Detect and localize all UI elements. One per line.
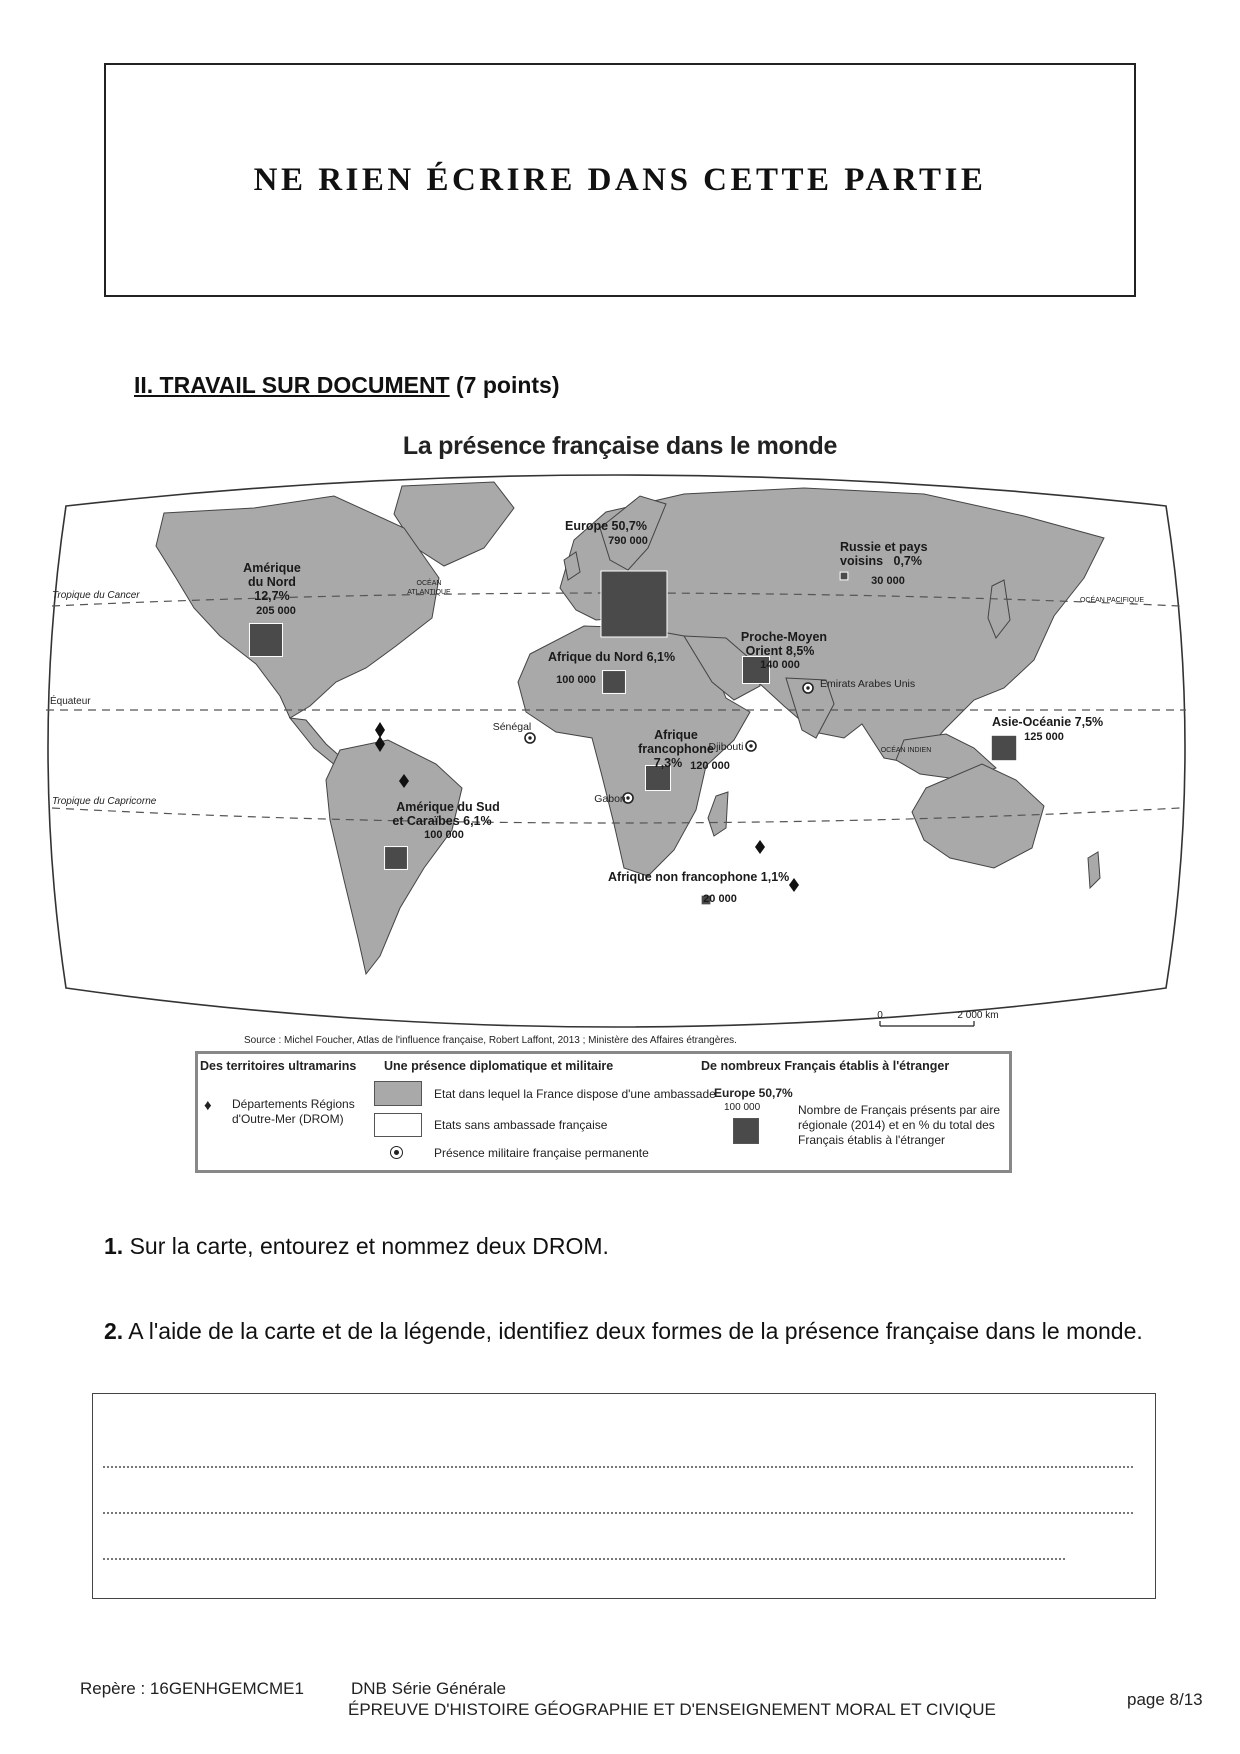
map-title: La présence française dans le monde bbox=[402, 432, 838, 460]
label-europe: Europe 50,7% bbox=[565, 519, 647, 533]
count-middle-east: 140 000 bbox=[760, 659, 800, 671]
no-write-notice: NE RIEN ÉCRIRE DANS CETTE PARTIE bbox=[253, 161, 987, 198]
label-north-america-3: 12,7% bbox=[254, 589, 290, 603]
answer-line-2[interactable] bbox=[103, 1512, 1133, 1514]
legend-desc-1: Nombre de Français présents par aire bbox=[798, 1103, 1001, 1117]
footer-page: page 8/13 bbox=[1127, 1690, 1203, 1709]
ocean-pacific-label: OCÉAN PACIFIQUE bbox=[1079, 597, 1145, 604]
question-2-text: A l'aide de la carte et de la légende, identifiez deux formes de la présence française dans le monde. bbox=[123, 1318, 1143, 1344]
no-write-box bbox=[104, 63, 1136, 297]
count-francophone-africa: 120 000 bbox=[690, 760, 730, 772]
label-middle-east-1: Proche-Moyen bbox=[740, 630, 828, 644]
question-2 bbox=[104, 1316, 1164, 1346]
count-europe: 790 000 bbox=[608, 535, 648, 547]
world-map bbox=[44, 468, 1188, 1046]
region-square bbox=[249, 623, 282, 656]
label-asia-oceania: Asie-Océanie 7,5% bbox=[992, 715, 1104, 729]
legend-col1-title: Des territoires ultramarins bbox=[200, 1059, 357, 1073]
scale-end: 2 000 km bbox=[957, 1010, 999, 1021]
label-francophone-africa-1: Afrique bbox=[654, 728, 698, 742]
region-square bbox=[603, 671, 626, 694]
question-1-text: Sur la carte, entourez et nommez deux DROM. bbox=[123, 1233, 609, 1259]
question-1-number: 1. bbox=[104, 1233, 124, 1259]
base-label-uae: Emirats Arabes Unis bbox=[820, 678, 916, 690]
legend-desc-2: régionale (2014) et en % du total des bbox=[798, 1118, 995, 1132]
count-south-america: 100 000 bbox=[424, 829, 464, 841]
footer-epreuve: ÉPREUVE D'HISTOIRE GÉOGRAPHIE ET D'ENSEIGNEMENT MORAL ET CIVIQUE bbox=[348, 1700, 996, 1719]
legend-col2-title: Une présence diplomatique et militaire bbox=[384, 1059, 614, 1073]
military-base-senegal bbox=[525, 733, 535, 743]
footer-repere: Repère : 16GENHGEMCME1 bbox=[80, 1679, 304, 1698]
legend-embassy-label: Etat dans lequel la France dispose d'une ambassade bbox=[434, 1087, 716, 1101]
section-title bbox=[134, 372, 560, 399]
legend-col3-title: De nombreux Français établis à l'étranger bbox=[701, 1059, 950, 1073]
question-2-number: 2. bbox=[104, 1318, 124, 1344]
label-north-america-1: Amérique bbox=[243, 561, 301, 575]
count-north-africa: 100 000 bbox=[556, 674, 596, 686]
legend-military-base-icon bbox=[390, 1146, 403, 1159]
label-francophone-africa-2: francophone bbox=[638, 742, 714, 756]
section-title-main: II. TRAVAIL SUR DOCUMENT bbox=[134, 372, 450, 398]
tropic-cancer-label: Tropique du Cancer bbox=[52, 590, 140, 601]
ocean-atlantic-label-2: ATLANTIQUE bbox=[407, 589, 451, 596]
region-square bbox=[601, 571, 667, 637]
legend-example-label: Europe 50,7% bbox=[714, 1086, 793, 1100]
label-francophone-africa-3: 7,3% bbox=[653, 756, 683, 770]
question-1 bbox=[104, 1231, 609, 1261]
count-asia-oceania: 125 000 bbox=[1024, 731, 1064, 743]
region-square bbox=[385, 847, 408, 870]
label-non-francophone-africa: Afrique non francophone 1,1% bbox=[608, 870, 790, 884]
legend-drom-diamond-icon: ♦ bbox=[204, 1097, 212, 1114]
map-source: Source : Michel Foucher, Atlas de l'influence française, Robert Laffont, 2013 ; Ministère des Affaires étrangères. bbox=[244, 1035, 737, 1046]
legend-embassy-swatch bbox=[374, 1081, 422, 1106]
answer-box[interactable] bbox=[92, 1393, 1156, 1599]
label-russia-2: voisins 0,7% bbox=[840, 554, 922, 568]
legend-example-square bbox=[733, 1118, 759, 1144]
region-square bbox=[840, 572, 848, 580]
label-middle-east-2: Orient 8,5% bbox=[745, 644, 815, 658]
legend-drom-label-1: Départements Régions bbox=[232, 1097, 355, 1111]
footer-serie: DNB Série Générale bbox=[351, 1679, 506, 1698]
equator-label: Équateur bbox=[50, 696, 91, 707]
answer-line-3[interactable] bbox=[103, 1558, 1065, 1560]
legend-desc-3: Français établis à l'étranger bbox=[798, 1133, 946, 1147]
legend-no-embassy-swatch bbox=[374, 1113, 422, 1137]
legend-military-label: Présence militaire française permanente bbox=[434, 1146, 649, 1160]
legend-drom-label-2: d'Outre-Mer (DROM) bbox=[232, 1112, 344, 1126]
scale-start: 0 bbox=[877, 1010, 883, 1021]
region-square bbox=[991, 735, 1016, 760]
legend-no-embassy-label: Etats sans ambassade française bbox=[434, 1118, 608, 1132]
label-russia-1: Russie et pays bbox=[840, 540, 928, 554]
ocean-indian-label: OCÉAN INDIEN bbox=[880, 747, 932, 754]
base-label-djibouti: Djibouti bbox=[708, 741, 744, 753]
answer-line-1[interactable] bbox=[103, 1466, 1133, 1468]
tropic-capricorn-label: Tropique du Capricorne bbox=[52, 796, 157, 807]
label-north-africa: Afrique du Nord 6,1% bbox=[548, 650, 676, 664]
label-south-america-1: Amérique du Sud bbox=[396, 800, 500, 814]
military-base-uae bbox=[803, 683, 813, 693]
map-legend bbox=[195, 1051, 1012, 1173]
count-north-america: 205 000 bbox=[256, 605, 296, 617]
base-label-gabon: Gabon bbox=[594, 793, 626, 805]
section-points: (7 points) bbox=[449, 372, 560, 398]
count-non-francophone-africa: 20 000 bbox=[703, 893, 737, 905]
label-south-america-2: et Caraïbes 6,1% bbox=[392, 814, 492, 828]
ocean-atlantic-label-1: OCÉAN bbox=[416, 580, 442, 587]
legend-example-count: 100 000 bbox=[724, 1102, 761, 1113]
base-label-senegal: Sénégal bbox=[492, 721, 532, 733]
count-russia: 30 000 bbox=[871, 575, 905, 587]
label-north-america-2: du Nord bbox=[248, 575, 296, 589]
military-base-djibouti bbox=[746, 741, 756, 751]
